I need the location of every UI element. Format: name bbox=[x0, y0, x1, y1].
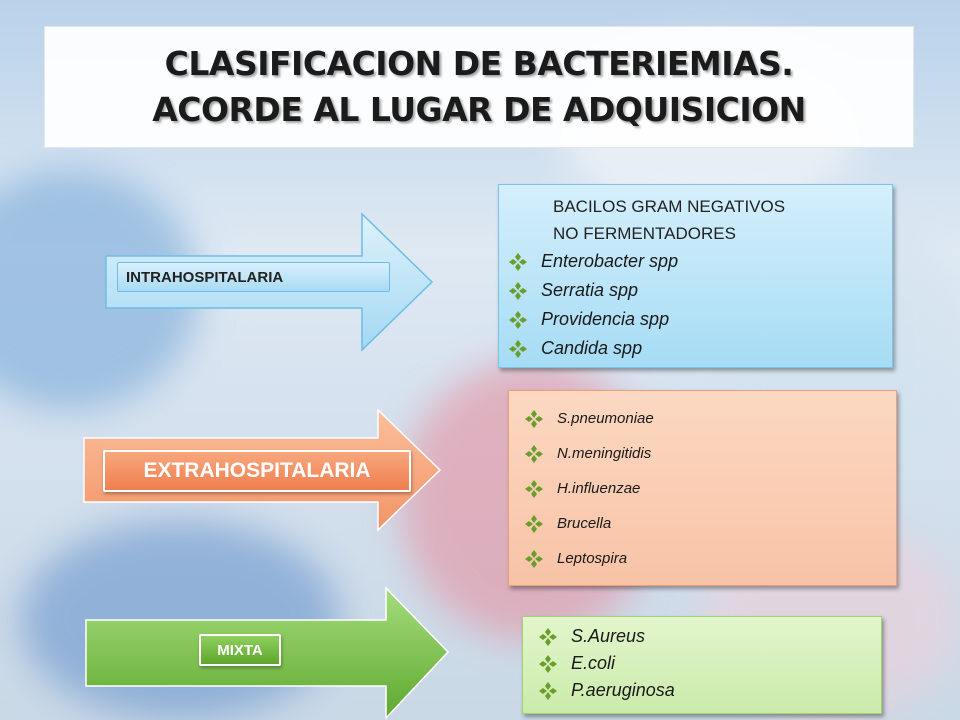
list-item bbox=[519, 436, 886, 471]
list-item bbox=[509, 334, 882, 363]
list-item-text: S.Aureus bbox=[571, 626, 646, 646]
diamond-bullet-icon bbox=[539, 628, 563, 646]
list-heading-line-1: BACILOS GRAM NEGATIVOS bbox=[553, 197, 786, 216]
diamond-bullet-icon bbox=[525, 515, 549, 533]
extrahospitalaria-list bbox=[519, 401, 886, 576]
list-item-text: Providencia spp bbox=[541, 309, 670, 329]
list-heading-line-2: NO FERMENTADORES bbox=[553, 224, 736, 243]
diamond-bullet-icon bbox=[509, 311, 533, 329]
mixta-list-box bbox=[522, 616, 882, 714]
list-item bbox=[533, 623, 871, 650]
diamond-bullet-icon bbox=[525, 410, 549, 428]
list-item bbox=[519, 401, 886, 436]
list-item-text: Serratia spp bbox=[541, 280, 639, 300]
list-item bbox=[519, 506, 886, 541]
list-item-text: Brucella bbox=[557, 515, 612, 532]
list-item bbox=[509, 247, 882, 276]
mixta-label: MIXTA bbox=[199, 634, 281, 666]
title-line-1: CLASIFICACION DE BACTERIEMIAS. bbox=[164, 44, 794, 83]
diamond-bullet-icon bbox=[525, 550, 549, 568]
list-item-text: Enterobacter spp bbox=[541, 251, 679, 271]
diamond-bullet-icon bbox=[525, 445, 549, 463]
diamond-bullet-icon bbox=[509, 282, 533, 300]
list-item bbox=[519, 541, 886, 576]
list-item-text: N.meningitidis bbox=[557, 445, 652, 462]
title-box bbox=[44, 26, 914, 148]
list-item-text: Candida spp bbox=[541, 338, 643, 358]
list-item bbox=[533, 650, 871, 677]
list-item bbox=[519, 471, 886, 506]
list-item-text: H.influenzae bbox=[557, 480, 641, 497]
diamond-bullet-icon bbox=[509, 340, 533, 358]
diamond-bullet-icon bbox=[525, 480, 549, 498]
intrahospitalaria-list-box bbox=[498, 184, 893, 368]
diamond-bullet-icon bbox=[539, 682, 563, 700]
list-item bbox=[533, 677, 871, 704]
list-item-text: Leptospira bbox=[557, 550, 628, 567]
list-item-text: P.aeruginosa bbox=[571, 680, 675, 700]
diamond-bullet-icon bbox=[509, 253, 533, 271]
diamond-bullet-icon bbox=[539, 655, 563, 673]
extrahospitalaria-label: EXTRAHOSPITALARIA bbox=[103, 450, 411, 492]
list-item bbox=[509, 276, 882, 305]
list-item-text: S.pneumoniae bbox=[557, 410, 654, 427]
intrahospitalaria-list bbox=[509, 247, 882, 363]
extrahospitalaria-list-box bbox=[508, 390, 897, 586]
intrahospitalaria-label: INTRAHOSPITALARIA bbox=[117, 262, 390, 292]
list-item-text: E.coli bbox=[571, 653, 616, 673]
list-item bbox=[509, 305, 882, 334]
mixta-list bbox=[533, 623, 871, 704]
title-line-2: ACORDE AL LUGAR DE ADQUISICION bbox=[152, 90, 806, 129]
